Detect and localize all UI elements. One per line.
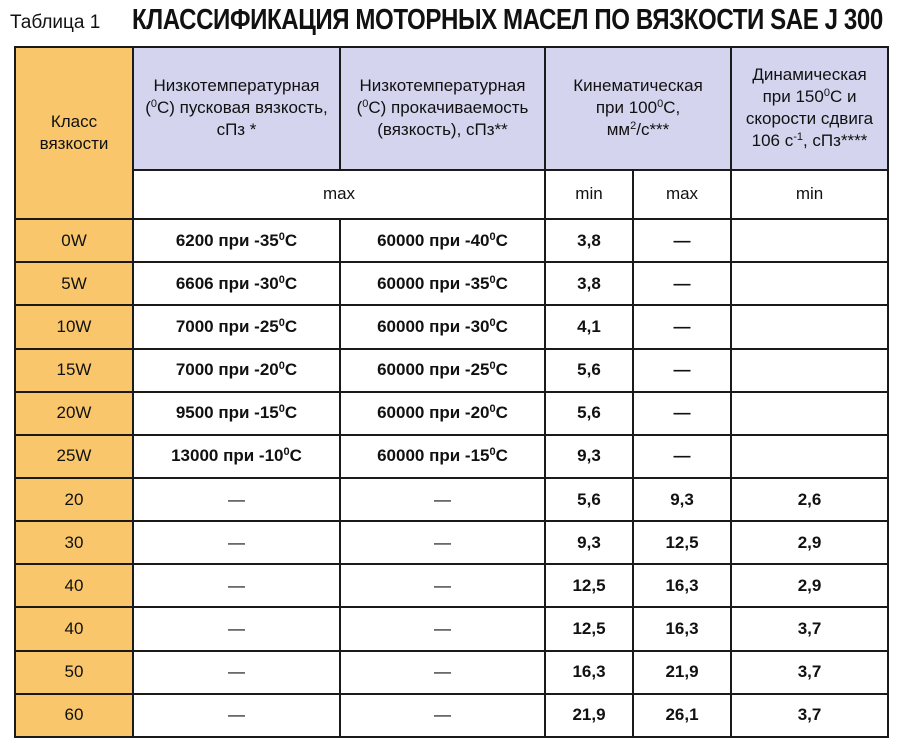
header-kinematic-line2: при 100 <box>595 98 658 118</box>
header-kinematic-sup2: 2 <box>630 120 637 133</box>
cell-cold-crank <box>133 392 340 435</box>
cell-cold-crank-value: 9500 при -15 <box>175 403 279 423</box>
header-cold-crank-line1: Низкотемпературная <box>153 76 320 96</box>
header-cold-crank-paren: ( <box>145 98 151 118</box>
cell-pumping <box>340 305 545 348</box>
cell-class <box>15 262 133 305</box>
cell-dmin-value: 2,9 <box>797 575 822 595</box>
cell-pumping <box>340 219 545 262</box>
cell-kmax <box>633 305 731 348</box>
cell-class <box>15 564 133 607</box>
cell-kmax <box>633 219 731 262</box>
cell-kmin <box>545 349 633 392</box>
cell-cold-crank <box>133 219 340 262</box>
cell-kmax-value: — <box>673 230 691 250</box>
degree-unit: С <box>495 446 508 466</box>
cell-class-value: 20 <box>64 489 84 509</box>
cell-kmin <box>545 219 633 262</box>
subheader-kin-max: max <box>633 170 731 220</box>
cell-dmin-value: 3,7 <box>797 618 822 638</box>
cell-dmin-value: 2,9 <box>797 532 822 552</box>
cell-cold-crank <box>133 435 340 478</box>
header-cold-crank-line3: сПз * <box>216 120 257 140</box>
table-row <box>15 349 888 392</box>
cell-kmax-value: 26,1 <box>665 705 699 725</box>
cell-pumping-value: 60000 при -25 <box>377 360 490 380</box>
cell-class-value: 60 <box>64 705 84 725</box>
cell-class <box>15 607 133 650</box>
cell-pumping <box>340 392 545 435</box>
cell-pumping <box>340 435 545 478</box>
cell-kmax-value: — <box>673 360 691 380</box>
degree-sup: 0 <box>278 316 285 329</box>
cell-pumping-value: — <box>434 532 451 552</box>
cell-cold-crank-value: — <box>228 705 245 725</box>
cell-kmin-value: 5,6 <box>577 403 601 423</box>
cell-class <box>15 521 133 564</box>
cell-class <box>15 478 133 521</box>
header-dynamic-line1: Динамическая <box>752 65 867 85</box>
cell-pumping <box>340 521 545 564</box>
degree-sup: 0 <box>278 403 285 416</box>
header-cold-crank-sup: 0 <box>150 98 157 111</box>
header-dynamic-sup2: -1 <box>793 131 803 144</box>
cell-kmin <box>545 607 633 650</box>
cell-dmin-value: 3,7 <box>797 705 822 725</box>
degree-unit: С <box>284 273 298 293</box>
cell-kmin <box>545 478 633 521</box>
cell-pumping <box>340 349 545 392</box>
cell-cold-crank-value: 7000 при -20 <box>175 360 279 380</box>
page-title: КЛАССИФИКАЦИЯ МОТОРНЫХ МАСЕЛ ПО ВЯЗКОСТИ SAE J 300 <box>132 4 883 36</box>
header-dynamic-line2-post: С и <box>829 87 857 107</box>
cell-cold-crank-value: — <box>228 489 245 509</box>
cell-dmin <box>731 435 888 478</box>
cell-class-value: 10W <box>56 316 92 336</box>
header-cold-crank <box>133 47 340 170</box>
cell-kmax <box>633 262 731 305</box>
degree-unit: С <box>284 403 298 423</box>
degree-sup: 0 <box>278 273 285 286</box>
cell-dmin-value: 2,6 <box>797 489 822 509</box>
cell-kmin-value: 12,5 <box>572 575 606 595</box>
cell-kmax-value: 16,3 <box>665 618 699 638</box>
cell-class-value: 15W <box>56 360 92 380</box>
subheader-max: max <box>133 170 545 220</box>
degree-unit: С <box>289 446 302 466</box>
degree-unit: С <box>495 316 508 336</box>
cell-kmin <box>545 392 633 435</box>
cell-class-value: 50 <box>64 662 84 682</box>
cell-kmin <box>545 435 633 478</box>
cell-pumping <box>340 262 545 305</box>
cell-cold-crank-value: 13000 при -10 <box>171 446 284 466</box>
cell-cold-crank-value: — <box>228 662 245 682</box>
cell-class <box>15 392 133 435</box>
header-pumping-paren: ( <box>356 98 363 118</box>
header-kinematic <box>545 47 731 170</box>
degree-unit: С <box>284 360 298 380</box>
cell-pumping-value: — <box>434 662 451 682</box>
degree-unit: С <box>495 403 508 423</box>
cell-kmax-value: 16,3 <box>665 575 699 595</box>
header-dynamic-line2: при 150 <box>762 87 824 107</box>
cell-kmin-value: 4,1 <box>577 316 601 336</box>
cell-class-value: 5W <box>61 273 87 293</box>
degree-unit: С <box>495 360 508 380</box>
header-dynamic-line4: 106 с <box>751 131 794 151</box>
cell-cold-crank <box>133 478 340 521</box>
cell-kmax <box>633 607 731 650</box>
cell-cold-crank <box>133 694 340 737</box>
title-bar <box>0 0 900 46</box>
cell-pumping-value: 60000 при -15 <box>377 446 490 466</box>
cell-dmin <box>731 607 888 650</box>
header-pumping-line1: Низкотемпературная <box>359 76 526 96</box>
cell-pumping-value: — <box>434 705 451 725</box>
cell-dmin-value: 3,7 <box>797 662 822 682</box>
cell-kmax-value: 12,5 <box>665 532 699 552</box>
header-class-line2: вязкости <box>39 134 109 154</box>
header-dynamic <box>731 47 888 170</box>
cell-kmax-value: — <box>673 316 691 336</box>
cell-class <box>15 349 133 392</box>
header-cold-crank-line2: С) пусковая вязкость, <box>157 98 328 118</box>
header-dynamic-line4-post: , сПз**** <box>802 131 868 151</box>
cell-kmin-value: 5,6 <box>577 489 601 509</box>
cell-cold-crank-value: 6606 при -30 <box>175 273 279 293</box>
degree-unit: С <box>284 230 298 250</box>
cell-class-value: 30 <box>64 532 84 552</box>
header-class-line1: Класс <box>50 112 98 131</box>
cell-pumping-value: — <box>434 618 451 638</box>
table-row <box>15 219 888 262</box>
header-dynamic-sup: 0 <box>823 87 830 100</box>
cell-cold-crank <box>133 521 340 564</box>
cell-class <box>15 435 133 478</box>
cell-kmax-value: 9,3 <box>670 489 694 509</box>
cell-kmin-value: 3,8 <box>577 230 601 250</box>
cell-kmin-value: 9,3 <box>577 446 601 466</box>
header-pumping-sup: 0 <box>362 98 369 111</box>
header-kinematic-line3-post: /с*** <box>636 120 670 140</box>
cell-cold-crank-value: — <box>228 618 245 638</box>
cell-dmin <box>731 219 888 262</box>
table-row <box>15 435 888 478</box>
cell-pumping-value: — <box>434 489 451 509</box>
cell-cold-crank <box>133 651 340 694</box>
table-row <box>15 564 888 607</box>
table-caption: Таблица 1 <box>10 12 101 33</box>
cell-class-value: 0W <box>61 230 87 250</box>
cell-dmin <box>731 694 888 737</box>
cell-kmin-value: 9,3 <box>577 532 601 552</box>
table-row <box>15 262 888 305</box>
header-kinematic-sup: 0 <box>657 98 664 111</box>
cell-kmax <box>633 349 731 392</box>
table-row <box>15 694 888 737</box>
cell-dmin <box>731 564 888 607</box>
header-dynamic-line3: скорости сдвига <box>745 109 874 129</box>
degree-unit: С <box>495 273 508 293</box>
subheader-row <box>15 170 888 220</box>
degree-sup: 0 <box>489 273 496 286</box>
header-kinematic-line2-post: С, <box>663 98 681 118</box>
cell-cold-crank <box>133 564 340 607</box>
cell-class-value: 25W <box>56 446 92 466</box>
cell-cold-crank <box>133 262 340 305</box>
cell-kmin <box>545 694 633 737</box>
cell-class <box>15 305 133 348</box>
degree-unit: С <box>284 316 298 336</box>
cell-dmin <box>731 305 888 348</box>
cell-pumping-value: 60000 при -30 <box>377 316 490 336</box>
cell-kmin <box>545 521 633 564</box>
degree-sup: 0 <box>278 360 285 373</box>
cell-kmin-value: 21,9 <box>572 705 606 725</box>
cell-dmin <box>731 478 888 521</box>
cell-pumping-value: 60000 при -40 <box>377 230 490 250</box>
table-row <box>15 478 888 521</box>
table-row <box>15 607 888 650</box>
cell-pumping-value: 60000 при -35 <box>377 273 490 293</box>
cell-kmax <box>633 651 731 694</box>
cell-dmin <box>731 262 888 305</box>
cell-kmax <box>633 435 731 478</box>
cell-kmin <box>545 564 633 607</box>
header-pumping-line3: (вязкость), сПз** <box>377 120 508 140</box>
degree-sup: 0 <box>489 316 496 329</box>
cell-class <box>15 219 133 262</box>
header-pumping <box>340 47 545 170</box>
cell-kmax <box>633 392 731 435</box>
degree-sup: 0 <box>489 230 496 243</box>
cell-cold-crank <box>133 305 340 348</box>
table-row <box>15 521 888 564</box>
header-pumping-line2: С) прокачиваемость <box>368 98 529 118</box>
cell-pumping <box>340 478 545 521</box>
cell-cold-crank-value: — <box>228 532 245 552</box>
cell-pumping-value: 60000 при -20 <box>377 403 490 423</box>
cell-dmin <box>731 521 888 564</box>
cell-kmax-value: — <box>673 403 691 423</box>
cell-kmax-value: 21,9 <box>665 662 699 682</box>
degree-sup: 0 <box>489 403 496 416</box>
cell-pumping <box>340 694 545 737</box>
cell-pumping <box>340 564 545 607</box>
cell-class-value: 20W <box>56 403 92 423</box>
degree-sup: 0 <box>489 446 496 459</box>
cell-kmin-value: 3,8 <box>577 273 601 293</box>
cell-dmin <box>731 349 888 392</box>
cell-kmin-value: 5,6 <box>577 360 601 380</box>
cell-pumping <box>340 651 545 694</box>
cell-pumping-value: — <box>434 575 451 595</box>
table-row <box>15 651 888 694</box>
cell-cold-crank-value: — <box>228 575 245 595</box>
cell-kmax <box>633 521 731 564</box>
cell-class <box>15 651 133 694</box>
cell-kmin <box>545 305 633 348</box>
subheader-dyn-min: min <box>731 170 888 220</box>
cell-kmin <box>545 651 633 694</box>
viscosity-table <box>14 46 889 738</box>
header-row <box>15 47 888 170</box>
cell-pumping <box>340 607 545 650</box>
degree-unit: С <box>495 230 508 250</box>
cell-kmin-value: 16,3 <box>572 662 606 682</box>
cell-dmin <box>731 651 888 694</box>
cell-kmin-value: 12,5 <box>572 618 606 638</box>
degree-sup: 0 <box>489 360 496 373</box>
cell-cold-crank <box>133 349 340 392</box>
table-row <box>15 305 888 348</box>
cell-kmax <box>633 564 731 607</box>
table-row <box>15 392 888 435</box>
cell-cold-crank-value: 7000 при -25 <box>175 316 279 336</box>
cell-kmax <box>633 694 731 737</box>
cell-class <box>15 694 133 737</box>
cell-dmin <box>731 392 888 435</box>
degree-sup: 0 <box>278 230 285 243</box>
cell-class-value: 40 <box>64 618 84 638</box>
header-kinematic-line1: Кинематическая <box>573 76 703 96</box>
header-class <box>15 47 133 219</box>
cell-cold-crank-value: 6200 при -35 <box>175 230 279 250</box>
header-kinematic-line3: мм <box>606 120 631 140</box>
subheader-kin-min: min <box>545 170 633 220</box>
cell-kmax-value: — <box>673 446 691 466</box>
cell-class-value: 40 <box>64 575 84 595</box>
cell-kmax <box>633 478 731 521</box>
cell-kmin <box>545 262 633 305</box>
cell-kmax-value: — <box>673 273 691 293</box>
degree-sup: 0 <box>283 446 290 459</box>
cell-cold-crank <box>133 607 340 650</box>
